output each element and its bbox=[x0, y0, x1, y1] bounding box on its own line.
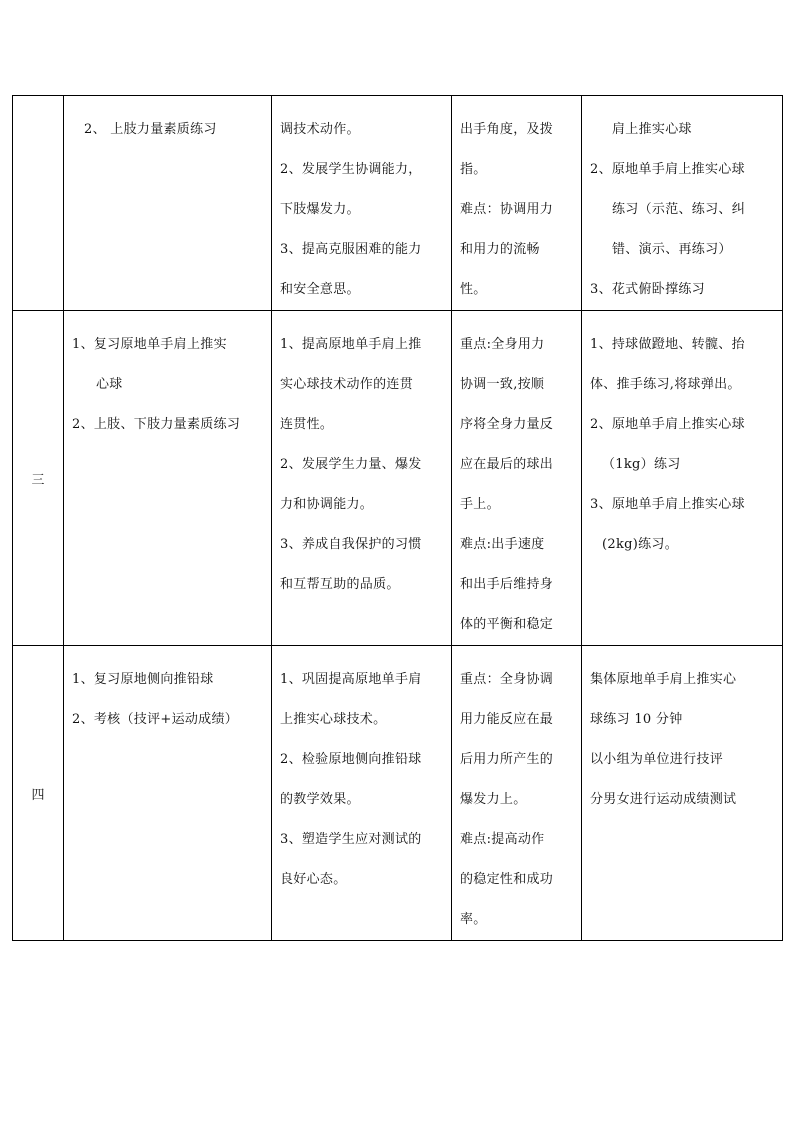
text-line: 和用力的流畅 bbox=[460, 242, 540, 257]
text-line: 1、巩固提高原地单手肩 bbox=[280, 672, 422, 687]
text-line: 错、演示、再练习） bbox=[612, 242, 732, 257]
text-line: 协调一致,按顺 bbox=[460, 377, 545, 392]
text-line: 连贯性。 bbox=[280, 417, 334, 432]
text-line: (2kg)练习。 bbox=[602, 537, 679, 552]
text-line: 应在最后的球出 bbox=[460, 457, 554, 472]
text-line: 难点:出手速度 bbox=[460, 537, 545, 552]
text-line: 手上。 bbox=[460, 497, 500, 512]
text-line: 重点：全身协调 bbox=[460, 672, 554, 687]
text-line: 指。 bbox=[460, 162, 487, 177]
keypoints-cell bbox=[452, 646, 582, 941]
text-line: 2、原地单手肩上推实心球 bbox=[590, 162, 745, 177]
text-line: 出手角度，及拨 bbox=[460, 122, 554, 137]
content-cell bbox=[64, 646, 272, 941]
text-line: 肩上推实心球 bbox=[612, 122, 692, 137]
goals-cell bbox=[272, 311, 452, 646]
text-line: 的稳定性和成功 bbox=[460, 872, 554, 887]
text-line: 练习（示范、练习、纠 bbox=[612, 202, 746, 217]
text-line: 3、塑造学生应对测试的 bbox=[280, 832, 422, 847]
text-line: 和互帮互助的品质。 bbox=[280, 577, 400, 592]
lesson-number-cell bbox=[13, 96, 64, 311]
text-line: 2、检验原地侧向推铅球 bbox=[280, 752, 422, 767]
table-row bbox=[13, 311, 783, 646]
text-line: 以小组为单位进行技评 bbox=[590, 752, 724, 767]
text-line: 和安全意思。 bbox=[280, 282, 360, 297]
text-line: 率。 bbox=[460, 912, 487, 927]
text-line: 3、养成自我保护的习惯 bbox=[280, 537, 422, 552]
methods-cell bbox=[582, 96, 783, 311]
text-line: 心球 bbox=[96, 377, 123, 392]
table-row bbox=[13, 96, 783, 311]
text-line: 后用力所产生的 bbox=[460, 752, 554, 767]
text-line: 难点:提高动作 bbox=[460, 832, 545, 847]
keypoints-cell bbox=[452, 311, 582, 646]
text-line: 3、原地单手肩上推实心球 bbox=[590, 497, 745, 512]
text-line: 2、发展学生协调能力， bbox=[280, 162, 422, 177]
content-cell bbox=[64, 96, 272, 311]
text-line: 用力能反应在最 bbox=[460, 712, 554, 727]
text-line: 实心球技术动作的连贯 bbox=[280, 377, 414, 392]
text-line: 难点：协调用力 bbox=[460, 202, 554, 217]
text-line: 良好心态。 bbox=[280, 872, 347, 887]
text-line: 集体原地单手肩上推实心 bbox=[590, 672, 737, 687]
text-line: 1、提高原地单手肩上推 bbox=[280, 337, 422, 352]
text-line: 力和协调能力。 bbox=[280, 497, 374, 512]
text-line: 分男女进行运动成绩测试 bbox=[590, 792, 737, 807]
text-line: 体、推手练习,将球弹出。 bbox=[590, 377, 741, 392]
text-line: 2、 上肢力量素质练习 bbox=[84, 122, 217, 137]
text-line: 下肢爆发力。 bbox=[280, 202, 360, 217]
text-line: 3、提高克服困难的能力 bbox=[280, 242, 422, 257]
text-line: 球练习 10 分钟 bbox=[590, 712, 683, 727]
text-line: 和出手后维持身 bbox=[460, 577, 554, 592]
text-line: 重点:全身用力 bbox=[460, 337, 545, 352]
text-line: 1、持球做蹬地、转髋、抬 bbox=[590, 337, 745, 352]
lesson-number-cell: 四 bbox=[13, 646, 64, 941]
text-line: 爆发力上。 bbox=[460, 792, 527, 807]
methods-cell bbox=[582, 646, 783, 941]
text-line: 2、上肢、下肢力量素质练习 bbox=[72, 417, 241, 432]
keypoints-cell bbox=[452, 96, 582, 311]
text-line: （1kg）练习 bbox=[602, 457, 681, 472]
table-row bbox=[13, 646, 783, 941]
goals-cell bbox=[272, 646, 452, 941]
text-line: 2、原地单手肩上推实心球 bbox=[590, 417, 745, 432]
text-line: 上推实心球技术。 bbox=[280, 712, 387, 727]
text-line: 体的平衡和稳定 bbox=[460, 617, 554, 632]
text-line: 序将全身力量反 bbox=[460, 417, 554, 432]
text-line: 的教学效果。 bbox=[280, 792, 360, 807]
text-line: 1、复习原地单手肩上推实 bbox=[72, 337, 227, 352]
goals-cell bbox=[272, 96, 452, 311]
methods-cell bbox=[582, 311, 783, 646]
text-line: 2、发展学生力量、爆发 bbox=[280, 457, 422, 472]
content-cell bbox=[64, 311, 272, 646]
text-line: 3、花式俯卧撑练习 bbox=[590, 282, 705, 297]
lesson-number-cell: 三 bbox=[13, 311, 64, 646]
text-line: 性。 bbox=[460, 282, 487, 297]
text-line: 调技术动作。 bbox=[280, 122, 360, 137]
text-line: 1、复习原地侧向推铅球 bbox=[72, 672, 214, 687]
text-line: 2、考核（技评+运动成绩） bbox=[72, 712, 239, 727]
lesson-plan-table bbox=[12, 95, 783, 941]
